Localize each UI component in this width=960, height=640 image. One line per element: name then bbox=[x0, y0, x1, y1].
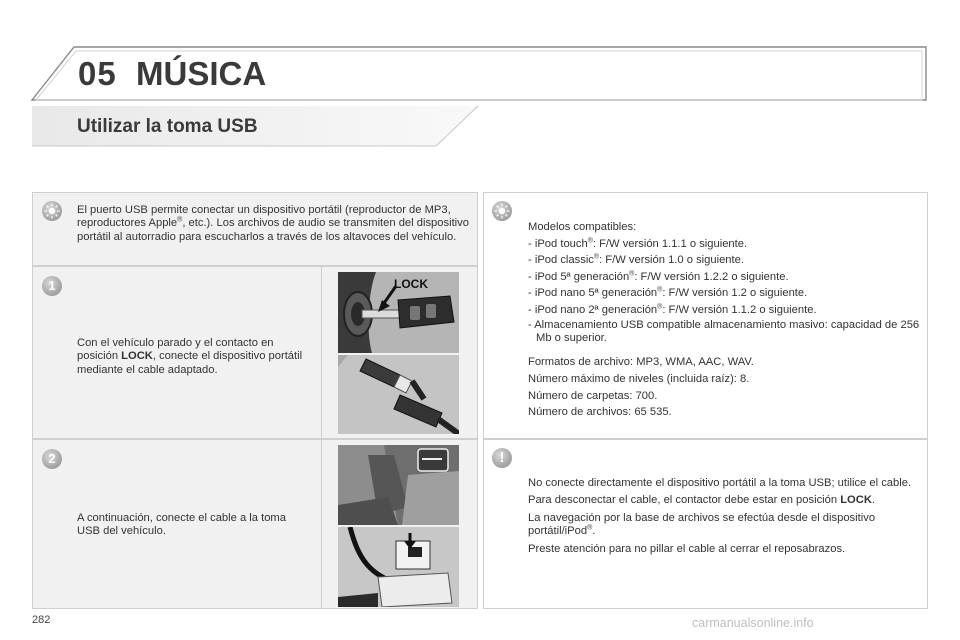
step-1-number-badge: 1 bbox=[42, 276, 62, 296]
compat-item: - iPod touch®: F/W versión 1.1.1 o siguiente. bbox=[528, 236, 748, 250]
compat-item: - iPod nano 5ª generación®: F/W versión 1.2 o siguiente. bbox=[528, 286, 808, 300]
light-bulb-icon bbox=[42, 201, 62, 221]
compat-files: Número de archivos: 65 535. bbox=[528, 406, 672, 419]
warning-line-4: Preste atención para no pillar el cable al cerrar el reposabrazos. bbox=[528, 542, 846, 555]
step-1-text: Con el vehículo parado y el contacto en posición LOCK, conecte el dispositivo portátil mediante el cable adaptado. bbox=[77, 337, 303, 376]
compat-heading: Modelos compatibles: bbox=[528, 221, 637, 233]
lock-label: LOCK bbox=[394, 277, 428, 291]
compat-levels: Número máximo de niveles (incluida raíz): 8. bbox=[528, 372, 750, 385]
intro-text: El puerto USB permite conectar un dispositivo portátil (reproductor de MP3, reproductores Apple®, etc.). Los archivos de audio se transmiten del dispositivo portátil al autorradio para escucharlos a través de los altavoces del vehículo. bbox=[77, 204, 469, 243]
step-2-text: A continuación, conecte el cable a la toma USB del vehículo. bbox=[77, 512, 286, 538]
warning-line-3: La navegación por la base de archivos se efectúa desde el dispositivo portátil/iPod®. bbox=[528, 511, 876, 538]
chapter-title: MÚSICA bbox=[136, 55, 267, 92]
watermark-text: carmanualsonline.info bbox=[692, 616, 814, 630]
compatibility-box bbox=[483, 192, 928, 439]
warning-box bbox=[483, 439, 928, 609]
key-ignition-illustration bbox=[338, 272, 459, 353]
warning-text bbox=[528, 477, 920, 556]
section-title: Utilizar la toma USB bbox=[77, 116, 258, 137]
step-1-divider bbox=[321, 267, 322, 438]
step-2-box bbox=[32, 439, 478, 609]
compatibility-text bbox=[528, 219, 920, 421]
usb-socket-illustration bbox=[338, 527, 459, 607]
warning-exclamation-icon: ! bbox=[492, 448, 512, 468]
armrest-compartment-illustration bbox=[338, 445, 459, 525]
compat-item: - iPod 5ª generación®: F/W versión 1.2.2 o siguiente. bbox=[528, 270, 789, 283]
compat-formats: Formatos de archivo: MP3, WMA, AAC, WAV. bbox=[528, 356, 754, 369]
page-number: 282 bbox=[32, 614, 51, 626]
compat-item: - iPod classic®: F/W versión 1.0 o siguiente. bbox=[528, 253, 744, 267]
warning-line-1: No conecte directamente el dispositivo portátil a la toma USB; utilice el cable. bbox=[528, 477, 912, 489]
warning-line-2: Para desconectar el cable, el contactor debe estar en posición LOCK. bbox=[528, 494, 876, 507]
step-2-number-badge: 2 bbox=[42, 449, 62, 469]
usb-cable-illustration bbox=[338, 355, 459, 434]
compat-usb-item: - Almacenamiento USB compatible almacenamiento masivo: capacidad de 256 Mb o superior. bbox=[528, 318, 920, 344]
step-1-box bbox=[32, 266, 478, 439]
chapter-number: 05 bbox=[78, 55, 117, 92]
light-bulb-icon bbox=[492, 201, 512, 221]
compat-folders: Número de carpetas: 700. bbox=[528, 389, 658, 402]
compat-item: - iPod nano 2ª generación®: F/W versión 1.1.2 o siguiente. bbox=[528, 303, 817, 316]
step-2-divider bbox=[321, 440, 322, 608]
intro-box bbox=[32, 192, 478, 266]
